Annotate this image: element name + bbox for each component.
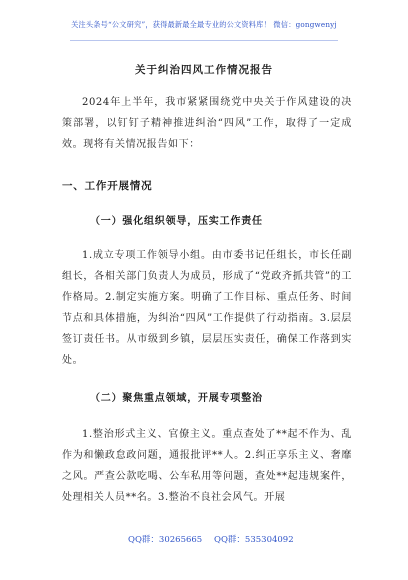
banner-divider [70, 40, 338, 41]
document-title: 关于纠治四风工作情况报告 [135, 64, 273, 76]
section-heading-1: 一、工作开展情况 [62, 180, 153, 192]
subsection-paragraph-1: 1.成立专项工作领导小组。由市委书记任组长，市长任副组长，各相关部门负责人为成员，形成了“党政齐抓共管”的工作格局。2.制定实施方案。明确了工作目标、重点任务、时间节点和具体措施，为纠治“四风”工作提供了行动指南。3.层层签订责任书。从市级到乡镇，层层压实责任，确保工作落到实处。 [62, 250, 352, 366]
subsection-paragraph-2: 1.整治形式主义、官僚主义。重点查处了**起不作为、乱作为和懒政怠政问题，通报批评**人。2.纠正享乐主义、奢靡之风。严查公款吃喝、公车私用等问题，查处**起违规案件，处理相关人员**名。3.整治不良社会风气。开展 [62, 429, 352, 503]
footer-qq-group-2: QQ群：535304092 [214, 535, 294, 545]
promo-banner: 关注头条号“公文研究”，获得最新最全最专业的公文资料库！ 微信：gongwenyj [71, 20, 337, 29]
subsection-heading-1: （一）强化组织领导，压实工作责任 [90, 216, 263, 227]
footer-qq-group-1: QQ群：30265665 [128, 535, 203, 545]
subsection-heading-2: （二）聚焦重点领域，开展专项整治 [90, 393, 263, 404]
intro-paragraph: 2024年上半年，我市紧紧围绕党中央关于作风建设的决策部署，以钉钉子精神推进纠治“四风”工作，取得了一定成效。现将有关情况报告如下： [62, 97, 352, 150]
